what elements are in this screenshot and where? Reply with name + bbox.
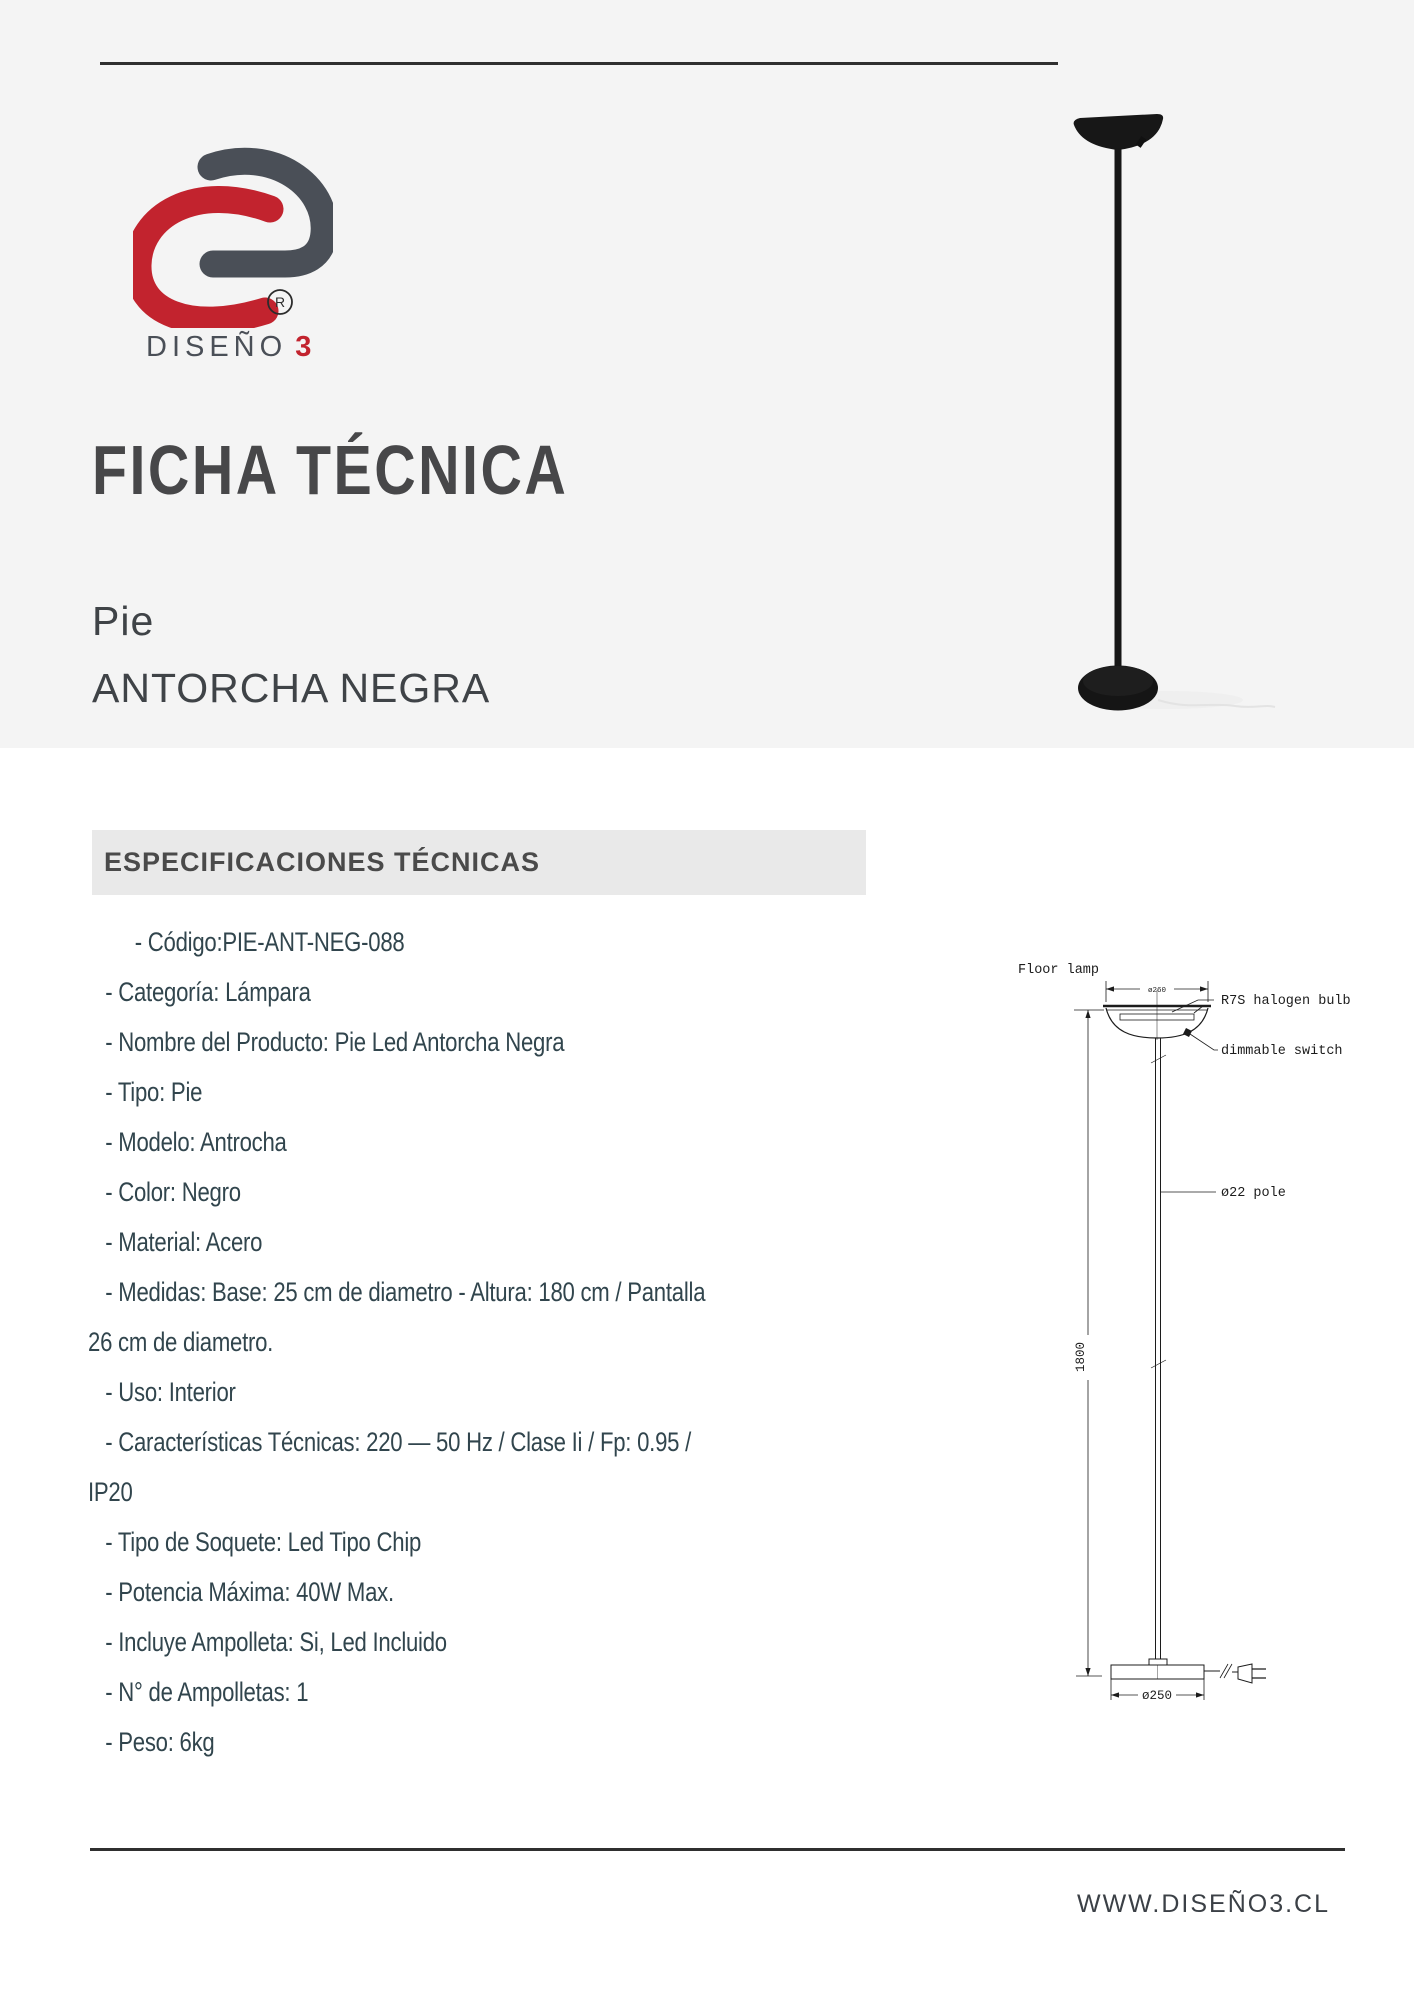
specs-header: ESPECIFICACIONES TÉCNICAS [92, 830, 866, 895]
product-type: Pie [92, 598, 155, 644]
brand-number: 3 [295, 331, 317, 363]
spec-item: - Tipo de Soquete: Led Tipo Chip [105, 1527, 422, 1557]
spec-item: - Categoría: Lámpara [105, 977, 311, 1007]
drawing-title: Floor lamp [1018, 963, 1100, 978]
pole-label: ø22 pole [1221, 1186, 1286, 1201]
page-title: FICHA TÉCNICA [92, 431, 569, 509]
brand-name [146, 331, 316, 364]
spec-item: - N° de Ampolletas: 1 [105, 1677, 309, 1707]
switch-mark [1183, 1028, 1192, 1037]
spec-item: - Color: Negro [105, 1177, 241, 1207]
switch-label: dimmable switch [1221, 1044, 1343, 1059]
spec-item: - Características Técnicas: 220 — 50 Hz / Clase Ii / Fp: 0.95 / [105, 1427, 692, 1457]
dimension-arrows [1085, 986, 1208, 1697]
product-photo-lamp [1060, 110, 1290, 740]
brand-logo-icon [133, 138, 333, 328]
dimension-lines [1074, 981, 1266, 1700]
specs-list [88, 917, 793, 1767]
top-divider [100, 62, 1058, 65]
base-diameter-dim: ø250 [1141, 1689, 1173, 1703]
footer-divider [90, 1848, 1345, 1851]
spec-item: - Código:PIE-ANT-NEG-088 [134, 927, 405, 957]
spec-item: - Uso: Interior [105, 1377, 236, 1407]
hero-section [0, 0, 1414, 748]
spec-item: - Peso: 6kg [105, 1727, 215, 1757]
spec-item: - Potencia Máxima: 40W Max. [105, 1577, 394, 1607]
height-dim: 1800 [1074, 1341, 1088, 1373]
bulb-label: R7S halogen bulb [1221, 994, 1351, 1009]
spec-item: - Incluye Ampolleta: Si, Led Incluido [105, 1627, 447, 1657]
spec-item: 26 cm de diametro. [88, 1327, 274, 1357]
spec-item: - Modelo: Antrocha [105, 1127, 287, 1157]
technical-drawing [1000, 950, 1360, 1710]
brand-text: DISEÑO [146, 331, 288, 363]
spec-item: - Material: Acero [105, 1227, 263, 1257]
footer-website: WWW.DISEÑO3.CL [1076, 1890, 1330, 1918]
shade-diameter-dim: ø260 [1147, 987, 1167, 995]
product-name [92, 588, 490, 722]
spec-item: IP20 [88, 1477, 133, 1507]
spec-item: - Medidas: Base: 25 cm de diametro - Altura: 180 cm / Pantalla [105, 1277, 706, 1307]
spec-item: - Nombre del Producto: Pie Led Antorcha Negra [105, 1027, 565, 1057]
spec-item: - Tipo: Pie [105, 1077, 203, 1107]
product-model: ANTORCHA NEGRA [92, 665, 491, 711]
svg-text:R: R [274, 294, 286, 310]
